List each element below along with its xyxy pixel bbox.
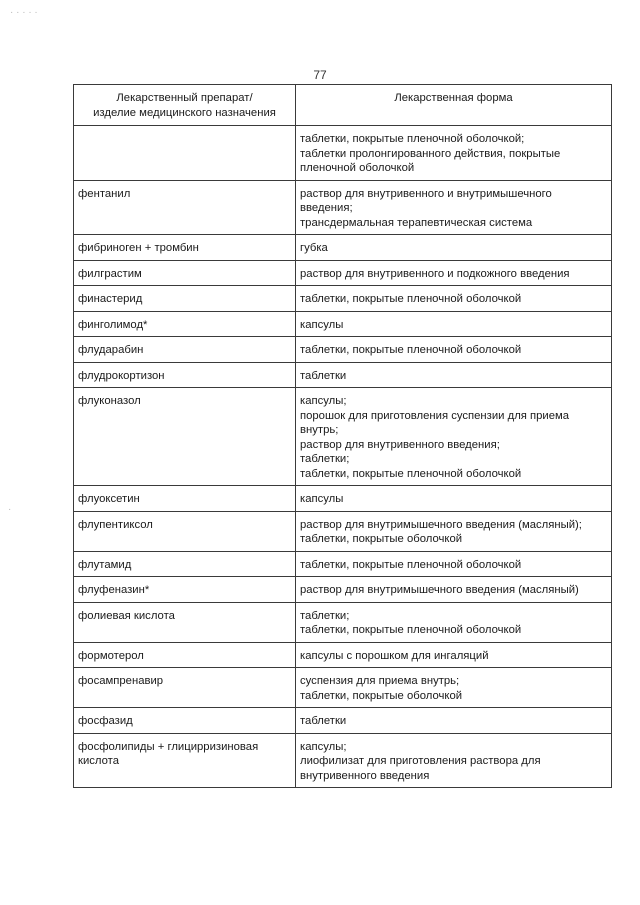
drug-name: фолиевая кислота <box>78 609 175 622</box>
table-row <box>74 362 612 388</box>
drug-form-table <box>73 84 612 788</box>
form-line: таблетки, покрытые оболочкой <box>300 533 463 545</box>
form-line: капсулы <box>300 318 344 331</box>
form-cell <box>296 708 612 734</box>
drug-name: фосампренавир <box>78 675 164 687</box>
header-form-label: Лекарственная форма <box>394 92 513 104</box>
form-cell <box>296 311 612 337</box>
form-cell <box>296 602 612 642</box>
drug-cell <box>74 577 296 603</box>
form-line: порошок для приготовления суспензии для приема внутрь; <box>300 409 570 436</box>
form-line: раствор для внутримышечного введения (масляный) <box>300 584 579 596</box>
form-cell <box>296 511 612 551</box>
form-line: капсулы; <box>300 740 347 753</box>
table-row <box>74 388 612 486</box>
form-line: раствор для внутривенного и подкожного введения <box>300 267 570 280</box>
drug-cell <box>74 388 296 486</box>
drug-name: фосфолипиды + глицирризиновая кислота <box>78 740 259 767</box>
table-row <box>74 180 612 235</box>
form-cell <box>296 286 612 312</box>
form-cell <box>296 733 612 788</box>
form-line: таблетки; <box>300 609 350 622</box>
drug-name: флударабин <box>78 344 144 356</box>
form-cell <box>296 337 612 363</box>
drug-cell <box>74 311 296 337</box>
drug-cell <box>74 551 296 577</box>
form-line: таблетки пролонгированного действия, покрытые пленочной оболочкой <box>300 147 561 174</box>
form-line: таблетки, покрытые пленочной оболочкой <box>300 558 522 571</box>
drug-cell <box>74 235 296 261</box>
table-row <box>74 337 612 363</box>
drug-name: фентанил <box>78 187 131 200</box>
scan-artifact: · <box>8 504 12 515</box>
drug-name: филграстим <box>78 267 142 280</box>
form-line: таблетки <box>300 369 347 382</box>
form-line: таблетки; <box>300 453 350 465</box>
form-line: таблетки, покрытые пленочной оболочкой; <box>300 133 525 145</box>
form-cell <box>296 486 612 512</box>
form-cell <box>296 180 612 235</box>
page-number: 77 <box>313 68 327 82</box>
table-row <box>74 668 612 708</box>
scan-artifact: · · · · · <box>10 7 38 18</box>
drug-cell <box>74 733 296 788</box>
drug-name: фосфазид <box>78 715 133 727</box>
header-drug-label: Лекарственный препарат/ изделие медицинского назначения <box>93 92 276 119</box>
drug-cell <box>74 286 296 312</box>
form-line: раствор для внутривенного и внутримышечного введения; <box>300 187 552 214</box>
table-header-row <box>74 85 612 126</box>
form-line: раствор для внутримышечного введения (масляный); <box>300 518 582 531</box>
form-cell <box>296 668 612 708</box>
form-cell <box>296 126 612 181</box>
table-row <box>74 126 612 181</box>
form-line: таблетки, покрытые оболочкой <box>300 689 463 702</box>
drug-name: формотерол <box>78 649 144 662</box>
table-row <box>74 511 612 551</box>
form-line: раствор для внутривенного введения; <box>300 438 500 451</box>
table-row <box>74 286 612 312</box>
form-line: лиофилизат для приготовления раствора для внутривенного введения <box>300 755 541 782</box>
table-row <box>74 551 612 577</box>
form-line: капсулы; <box>300 395 347 407</box>
form-line: капсулы <box>300 493 344 505</box>
table-row <box>74 260 612 286</box>
form-line: таблетки, покрытые пленочной оболочкой <box>300 344 522 356</box>
table-header <box>74 85 612 126</box>
drug-name: фибриноген + тромбин <box>78 242 199 254</box>
form-line: суспензия для приема внутрь; <box>300 675 460 687</box>
drug-name: флудрокортизон <box>78 369 165 382</box>
drug-name: флутамид <box>78 558 132 571</box>
form-cell <box>296 642 612 668</box>
drug-cell <box>74 180 296 235</box>
drug-cell <box>74 708 296 734</box>
drug-cell <box>74 668 296 708</box>
table-row <box>74 235 612 261</box>
form-cell <box>296 362 612 388</box>
drug-name: флуконазол <box>78 395 141 407</box>
drug-name: финастерид <box>78 293 143 305</box>
drug-cell <box>74 486 296 512</box>
drug-cell <box>74 337 296 363</box>
header-form <box>296 85 612 126</box>
drug-cell <box>74 642 296 668</box>
form-cell <box>296 577 612 603</box>
table-body <box>74 126 612 788</box>
table-row <box>74 642 612 668</box>
drug-name: финголимод* <box>78 318 148 331</box>
table-row <box>74 486 612 512</box>
form-line: таблетки, покрытые пленочной оболочкой <box>300 624 522 636</box>
drug-cell <box>74 362 296 388</box>
drug-cell <box>74 260 296 286</box>
drug-cell <box>74 602 296 642</box>
form-cell <box>296 388 612 486</box>
form-line: таблетки, покрытые пленочной оболочкой <box>300 467 522 480</box>
table-row <box>74 602 612 642</box>
drug-cell <box>74 126 296 181</box>
form-cell <box>296 260 612 286</box>
form-cell <box>296 551 612 577</box>
form-line: губка <box>300 242 328 254</box>
drug-name: флуоксетин <box>78 493 140 505</box>
form-line: трансдермальная терапевтическая система <box>300 216 533 229</box>
form-line: капсулы с порошком для ингаляций <box>300 649 489 662</box>
table-row <box>74 577 612 603</box>
form-cell <box>296 235 612 261</box>
drug-name: флуфеназин* <box>78 584 150 596</box>
table-row <box>74 311 612 337</box>
drug-name: флупентиксол <box>78 518 153 531</box>
drug-cell <box>74 511 296 551</box>
table-row <box>74 708 612 734</box>
form-line: таблетки <box>300 715 347 727</box>
form-line: таблетки, покрытые пленочной оболочкой <box>300 293 522 305</box>
table-row <box>74 733 612 788</box>
header-drug <box>74 85 296 126</box>
